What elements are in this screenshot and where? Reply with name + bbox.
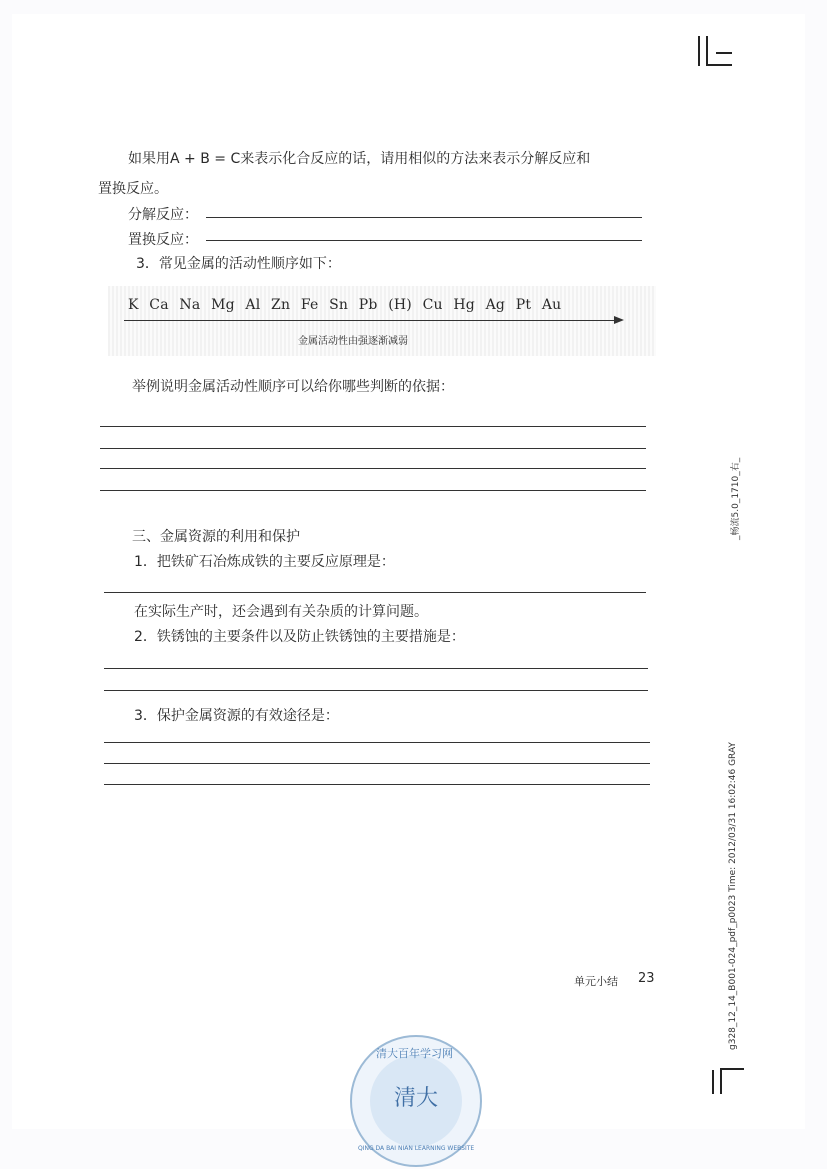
margin-upper-text: _畅流5.0_1710_右_ <box>731 457 741 540</box>
crop-mark-top <box>716 52 732 54</box>
answer-line[interactable] <box>104 763 650 764</box>
decomposition-label: 分解反应： <box>128 207 198 223</box>
crop-mark-top <box>706 36 708 66</box>
question-1: 1．把铁矿石冶炼成铁的主要反应原理是： <box>134 554 395 570</box>
seal-bottom-text: QING DA BAI NIAN LEARNING WEBSITE <box>358 1145 475 1152</box>
activity-question: 举例说明金属活动性顺序可以给你哪些判断的依据： <box>132 379 454 395</box>
impurity-note: 在实际生产时，还会遇到有关杂质的计算问题。 <box>134 604 428 620</box>
margin-lower-text: g328_12_14_B001-024_pdf_p0023 Time: 2012/03/31 16:02:46 GRAY <box>728 742 738 1050</box>
intro-line-1: 如果用A + B = C来表示化合反应的话，请用相似的方法来表示分解反应和 <box>128 151 591 167</box>
answer-line[interactable] <box>100 426 646 427</box>
seal-center-glyph: 清大 <box>394 1086 439 1111</box>
answer-line[interactable] <box>104 742 650 743</box>
question-2: 2．铁锈蚀的主要条件以及防止铁锈蚀的主要措施是： <box>134 629 465 645</box>
activity-caption: 金属活动性由强逐渐减弱 <box>298 336 408 347</box>
question-3: 3．保护金属资源的有效途径是： <box>134 708 339 724</box>
activity-series-heading: 3．常见金属的活动性顺序如下： <box>136 256 341 272</box>
section-title: 三、金属资源的利用和保护 <box>132 529 300 545</box>
metal-series: K Ca Na Mg Al Zn Fe Sn Pb (H) Cu Hg Ag Pt Au <box>128 297 562 313</box>
crop-mark-bottom <box>712 1070 714 1094</box>
answer-line[interactable] <box>100 448 646 449</box>
answer-line[interactable] <box>104 784 650 785</box>
crop-mark-bottom <box>720 1068 744 1070</box>
intro-line-2: 置换反应。 <box>98 181 168 197</box>
watermark-seal <box>350 1035 482 1167</box>
crop-mark-bottom <box>720 1068 722 1094</box>
page-number: 23 <box>638 971 655 986</box>
seal-top-text: 清大百年学习网 <box>376 1047 453 1060</box>
arrow-right-icon <box>614 316 624 324</box>
answer-line[interactable] <box>104 668 648 669</box>
footer-section-name: 单元小结 <box>574 975 618 988</box>
crop-mark-top <box>706 64 732 66</box>
replacement-answer-line[interactable] <box>206 240 642 241</box>
answer-line[interactable] <box>104 592 646 593</box>
answer-line[interactable] <box>100 490 646 491</box>
answer-line[interactable] <box>100 468 646 469</box>
decomposition-answer-line[interactable] <box>206 217 642 218</box>
answer-line[interactable] <box>104 690 648 691</box>
replacement-label: 置换反应： <box>128 232 198 248</box>
activity-arrow-shaft <box>124 320 618 321</box>
crop-mark-top <box>698 36 700 66</box>
